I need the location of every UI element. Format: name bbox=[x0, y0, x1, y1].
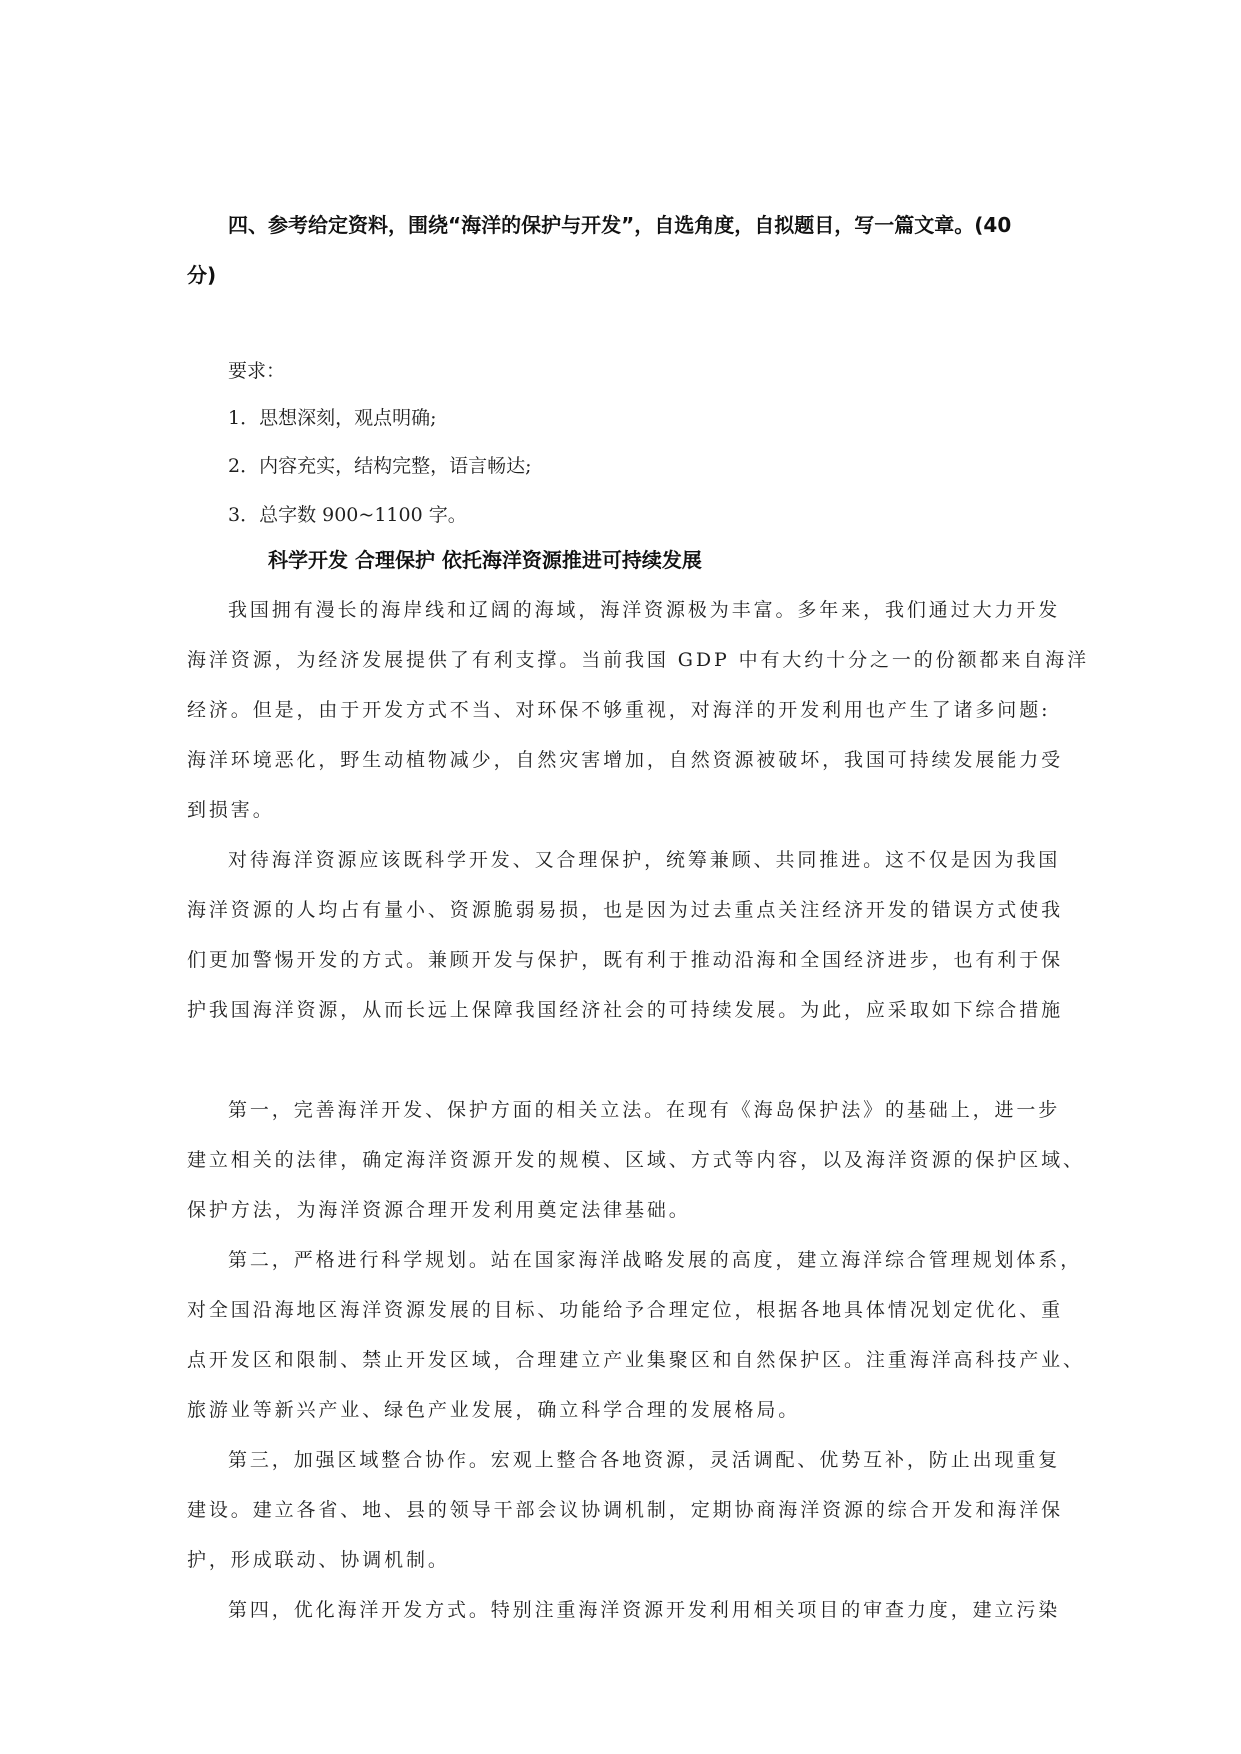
requirement-item: 3．总字数 900~1100 字。 bbox=[228, 504, 467, 526]
essay-line: 对全国沿海地区海洋资源发展的目标、功能给予合理定位，根据各地具体情况划定优化、重 bbox=[187, 1299, 1064, 1321]
essay-line: 第三，加强区域整合协作。宏观上整合各地资源，灵活调配、优势互补，防止出现重复 bbox=[228, 1449, 1061, 1471]
essay-line: 海洋资源，为经济发展提供了有利支撑。当前我国 GDP 中有大约十分之一的份额都来自海洋 bbox=[187, 649, 1089, 671]
question-line-2: 分) bbox=[187, 263, 217, 287]
essay-line: 经济。但是，由于开发方式不当、对环保不够重视，对海洋的开发利用也产生了诸多问题: bbox=[187, 699, 1051, 721]
essay-line: 点开发区和限制、禁止开发区域，合理建立产业集聚区和自然保护区。注重海洋高科技产业、 bbox=[187, 1349, 1085, 1371]
essay-line: 旅游业等新兴产业、绿色产业发展，确立科学合理的发展格局。 bbox=[187, 1399, 801, 1421]
essay-line: 我国拥有漫长的海岸线和辽阔的海域，海洋资源极为丰富。多年来，我们通过大力开发 bbox=[228, 599, 1061, 621]
requirements-heading: 要求： bbox=[228, 360, 286, 382]
essay-line: 护我国海洋资源，从而长远上保障我国经济社会的可持续发展。为此，应采取如下综合措施 bbox=[187, 999, 1064, 1021]
essay-title: 科学开发 合理保护 依托海洋资源推进可持续发展 bbox=[268, 548, 702, 572]
essay-line: 对待海洋资源应该既科学开发、又合理保护，统筹兼顾、共同推进。这不仅是因为我国 bbox=[228, 849, 1061, 871]
essay-line: 建设。建立各省、地、县的领导干部会议协调机制，定期协商海洋资源的综合开发和海洋保 bbox=[187, 1499, 1064, 1521]
essay-line: 海洋环境恶化，野生动植物减少，自然灾害增加，自然资源被破坏，我国可持续发展能力受 bbox=[187, 749, 1064, 771]
essay-line: 到损害。 bbox=[187, 799, 275, 821]
essay-line: 海洋资源的人均占有量小、资源脆弱易损，也是因为过去重点关注经济开发的错误方式使我 bbox=[187, 899, 1064, 921]
requirement-item: 1．思想深刻，观点明确; bbox=[228, 407, 437, 429]
essay-line: 第四，优化海洋开发方式。特别注重海洋资源开发利用相关项目的审查力度，建立污染 bbox=[228, 1599, 1061, 1621]
question-line-1: 四、参考给定资料，围绕“海洋的保护与开发”，自选角度，自拟题目，写一篇文章。(40 bbox=[228, 213, 1012, 237]
requirement-item: 2．内容充实，结构完整，语言畅达; bbox=[228, 455, 532, 477]
essay-line: 第一，完善海洋开发、保护方面的相关立法。在现有《海岛保护法》的基础上，进一步 bbox=[228, 1099, 1061, 1121]
essay-line: 第二，严格进行科学规划。站在国家海洋战略发展的高度，建立海洋综合管理规划体系， bbox=[228, 1249, 1083, 1271]
essay-line: 建立相关的法律，确定海洋资源开发的规模、区域、方式等内容，以及海洋资源的保护区域、 bbox=[187, 1149, 1085, 1171]
essay-line: 保护方法，为海洋资源合理开发利用奠定法律基础。 bbox=[187, 1199, 691, 1221]
essay-line: 护，形成联动、协调机制。 bbox=[187, 1549, 450, 1571]
essay-line: 们更加警惕开发的方式。兼顾开发与保护，既有利于推动沿海和全国经济进步，也有利于保 bbox=[187, 949, 1064, 971]
